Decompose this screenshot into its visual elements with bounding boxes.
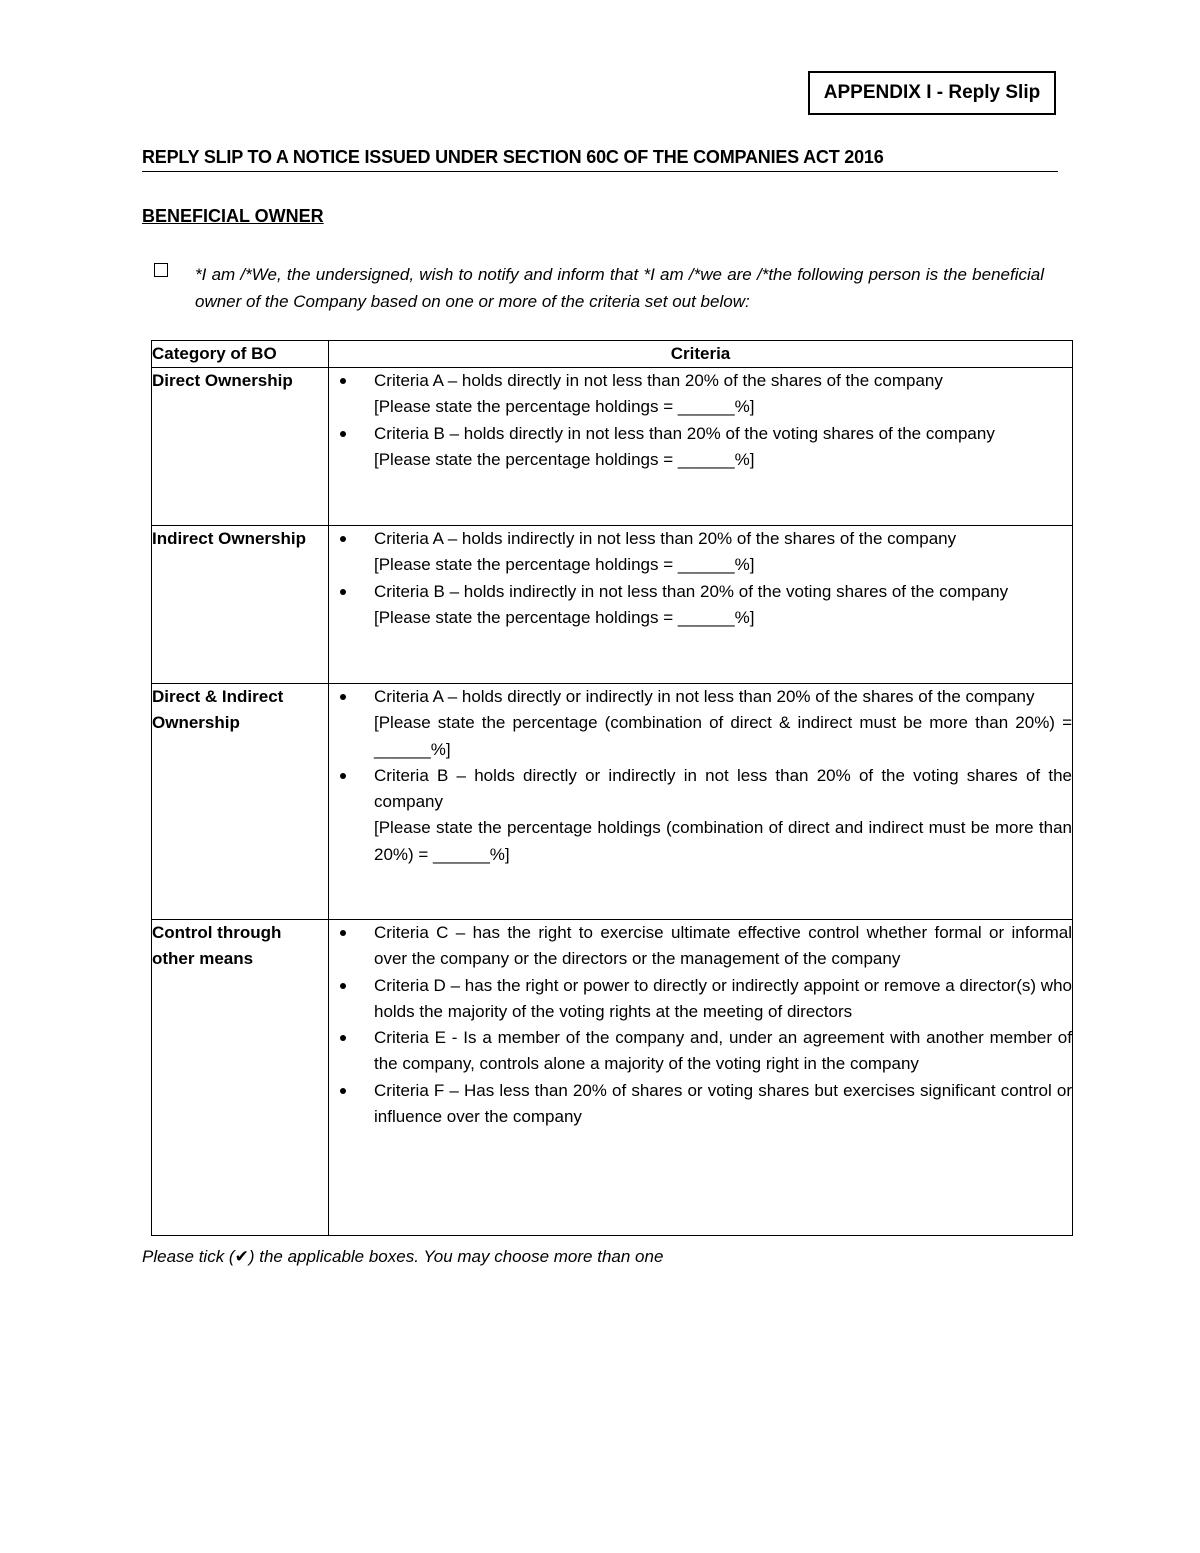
criteria-text: Criteria A – holds directly or indirectly in not less than 20% of the shares of the company <box>374 687 1035 706</box>
criteria-item <box>329 526 1072 579</box>
criteria-text: Criteria E - Is a member of the company and, under an agreement with another member of the company, controls alone a majority of the voting right in the company <box>374 1028 1072 1074</box>
criteria-text: Criteria B – holds directly or indirectly in not less than 20% of the voting shares of the company <box>374 765 1072 812</box>
criteria-item <box>329 684 1072 763</box>
criteria-item <box>329 763 1072 868</box>
criteria-text: Criteria A – holds directly in not less than 20% of the shares of the company <box>374 371 943 390</box>
criteria-text: Criteria F – Has less than 20% of shares or voting shares but exercises significant control or influence over the company <box>374 1080 1072 1127</box>
header-criteria: Criteria <box>329 341 1073 368</box>
bullet-icon <box>340 694 346 700</box>
criteria-text: Criteria B – holds indirectly in not less than 20% of the voting shares of the company <box>374 581 1009 601</box>
criteria-table <box>151 340 1073 1236</box>
bullet-icon <box>340 378 346 384</box>
bullet-icon <box>340 589 346 595</box>
bullet-icon <box>340 1035 346 1041</box>
criteria-cell <box>329 368 1073 526</box>
table-row-direct-ownership <box>152 368 1073 526</box>
criteria-item <box>329 421 1072 474</box>
tick-instruction-note: Please tick (✔) the applicable boxes. You may choose more than one <box>142 1247 664 1266</box>
percentage-note: [Please state the percentage holdings = ______%] <box>374 449 755 469</box>
beneficial-owner-checkbox[interactable] <box>154 263 168 277</box>
table-row-control-other-means <box>152 920 1073 1236</box>
criteria-text: Criteria D – has the right or power to directly or indirectly appoint or remove a director(s) who holds the majority of the voting rights at the meeting of directors <box>374 975 1072 1021</box>
percentage-note: [Please state the percentage holdings = ______%] <box>374 607 755 627</box>
percentage-note: [Please state the percentage holdings = ______%] <box>374 397 755 417</box>
percentage-note: [Please state the percentage holdings = ______%] <box>374 555 755 575</box>
criteria-text: Criteria A – holds indirectly in not less than 20% of the shares of the company <box>374 529 957 548</box>
declaration-statement: *I am /*We, the undersigned, wish to notify and inform that *I am /*we are /*the following person is the beneficial owner of the Company based on one or more of the criteria set out below: <box>195 265 1044 311</box>
criteria-text: Criteria B – holds directly in not less than 20% of the voting shares of the company <box>374 423 995 443</box>
percentage-note: [Please state the percentage holdings (combination of direct and indirect must be more than 20%) = ______%] <box>374 818 1072 864</box>
criteria-item <box>329 973 1072 1026</box>
category-cell: Direct Ownership <box>152 368 329 526</box>
criteria-text: Criteria C – has the right to exercise ultimate effective control whether formal or informal over the company or the directors or the management of the company <box>374 923 1072 969</box>
bullet-icon <box>340 983 346 989</box>
bullet-icon <box>340 1088 346 1094</box>
table-row-direct-indirect-ownership <box>152 684 1073 920</box>
table-header-row <box>152 341 1073 368</box>
criteria-cell <box>329 526 1073 684</box>
category-cell: Control through other means <box>152 920 329 1236</box>
criteria-item <box>329 1025 1072 1078</box>
section-subheading: BENEFICIAL OWNER <box>142 206 324 226</box>
criteria-cell <box>329 684 1073 920</box>
percentage-note: [Please state the percentage (combination of direct & indirect must be more than 20%) = ______%] <box>374 713 1072 759</box>
criteria-cell <box>329 920 1073 1236</box>
category-cell: Direct & Indirect Ownership <box>152 684 329 920</box>
category-cell: Indirect Ownership <box>152 526 329 684</box>
criteria-item <box>329 920 1072 973</box>
criteria-item <box>329 1078 1072 1131</box>
bullet-icon <box>340 431 346 437</box>
table-row-indirect-ownership <box>152 526 1073 684</box>
bullet-icon <box>340 773 346 779</box>
bullet-icon <box>340 930 346 936</box>
document-heading: REPLY SLIP TO A NOTICE ISSUED UNDER SECTION 60C OF THE COMPANIES ACT 2016 <box>142 146 1058 172</box>
criteria-item <box>329 579 1072 632</box>
appendix-label: APPENDIX I - Reply Slip <box>808 71 1056 115</box>
header-category: Category of BO <box>152 341 329 368</box>
criteria-item <box>329 368 1072 421</box>
bullet-icon <box>340 536 346 542</box>
